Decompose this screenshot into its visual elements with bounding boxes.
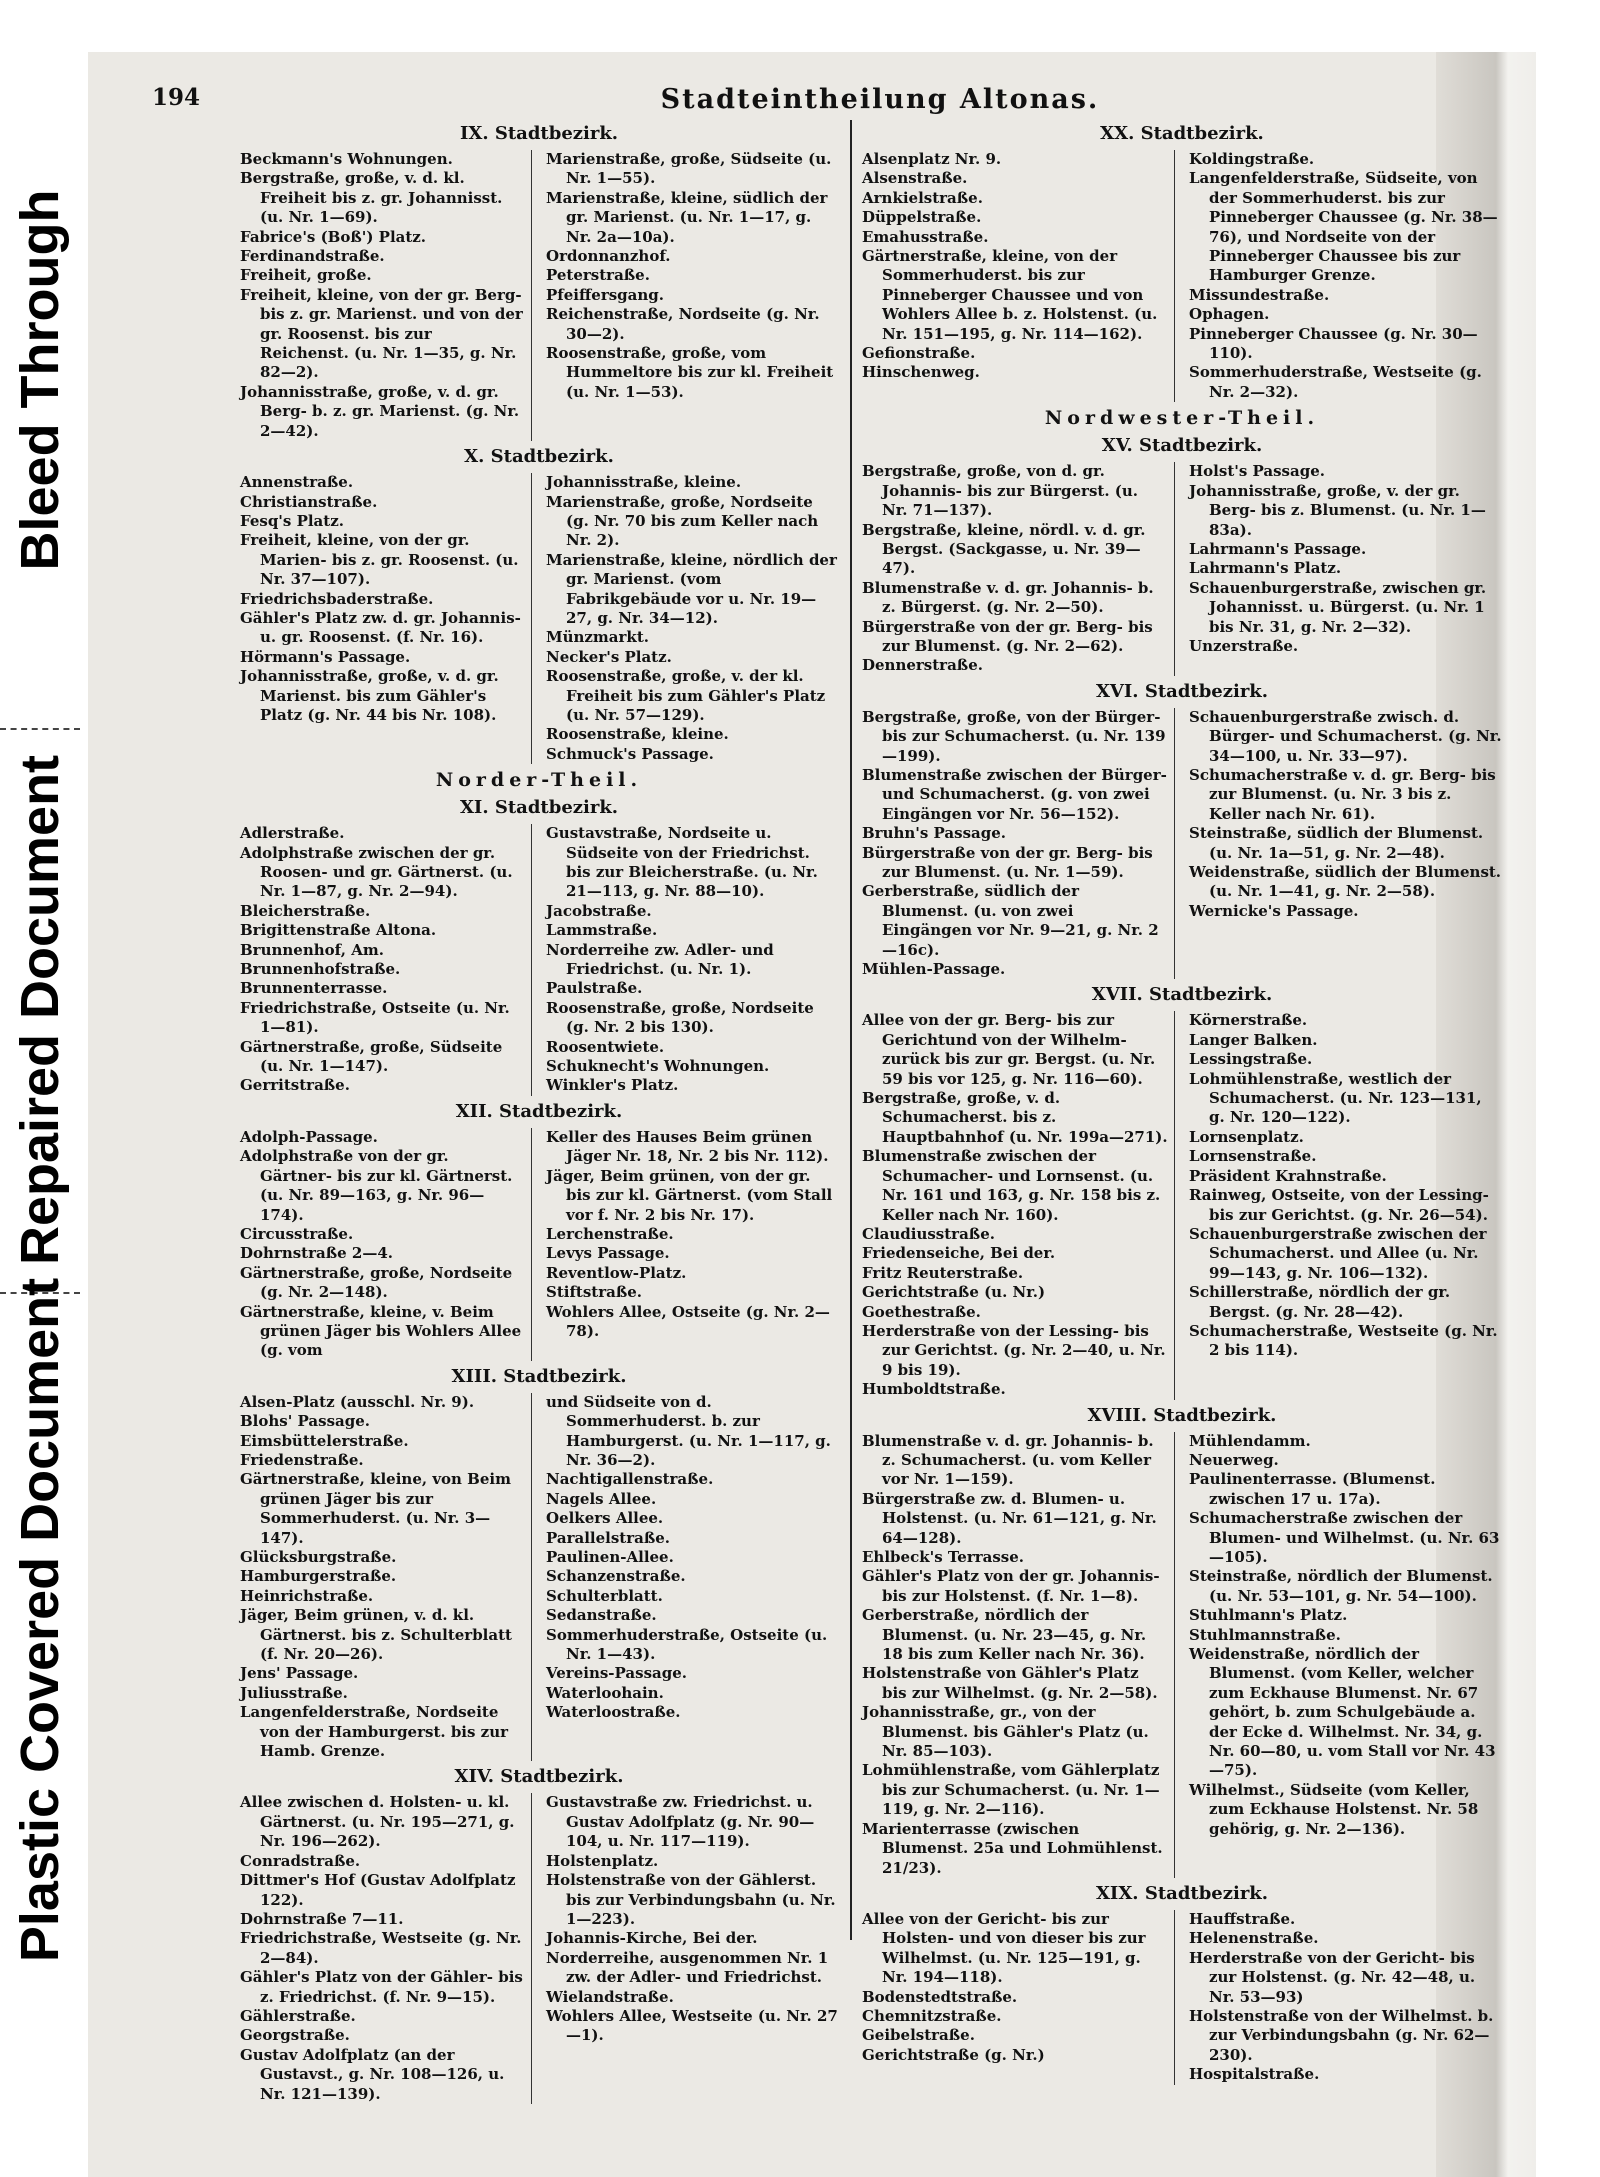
street-entry: Präsident Krahnstraße. [1189, 1166, 1387, 1185]
street-entry: Neuerweg. [1189, 1450, 1279, 1469]
street-subcolumn [546, 1128, 838, 1361]
label-divider [0, 728, 80, 730]
street-list [862, 1910, 1502, 2085]
street-entry: Geibelstraße. [862, 2026, 975, 2045]
street-entry: Hamburgerstraße. [240, 1567, 397, 1586]
street-entry: Allee zwischen d. Holsten- u. kl. Gärtnerst. (u. Nr. 195—271, g. Nr. 196—262). [240, 1793, 515, 1851]
street-entry: Brigittenstraße Altona. [240, 921, 437, 940]
street-entry: Paulstraße. [546, 979, 643, 998]
street-subcolumn [240, 1393, 532, 1762]
street-entry: Freiheit, kleine, von der gr. Marien- bis z. gr. Roosenst. (u. Nr. 37—107). [240, 531, 519, 589]
street-subcolumn [240, 150, 532, 441]
street-entry: Roosentwiete. [546, 1037, 665, 1056]
street-entry: Langer Balken. [1189, 1030, 1318, 1049]
street-entry: Wilhelmst., Südseite (vom Keller, zum Eckhause Holstenst. Nr. 58 gehörig, g. Nr. 2—136). [1189, 1780, 1479, 1838]
street-entry: Blumenstraße v. d. gr. Johannis- b. z. Bürgerst. (g. Nr. 2—50). [862, 578, 1154, 617]
street-subcolumn [862, 1011, 1175, 1399]
right-column [862, 118, 1502, 2085]
street-entry: Norderreihe zw. Adler- und Friedrichst. (u. Nr. 1). [546, 940, 774, 979]
district-heading: XIX. Stadtbezirk. [1095, 1882, 1269, 1904]
street-entry: Jens' Passage. [240, 1664, 359, 1683]
street-list [240, 473, 838, 764]
street-entry: Schmuck's Passage. [546, 744, 714, 763]
street-entry: Bergstraße, große, v. d. kl. Freiheit bis z. gr. Johannisst. (u. Nr. 1—69). [240, 169, 503, 227]
street-entry: Goethestraße. [862, 1302, 981, 1321]
street-entry: Eimsbüttelerstraße. [240, 1431, 409, 1450]
district-heading: XV. Stadtbezirk. [1101, 435, 1263, 457]
street-entry: Gerberstraße, nördlich der Blumenst. (u. Nr. 23—45, g. Nr. 18 bis zum Keller nach Nr. 36). [862, 1606, 1147, 1664]
street-entry: Dittmer's Hof (Gustav Adolfplatz 122). [240, 1871, 516, 1909]
street-entry: Körnerstraße. [1189, 1011, 1308, 1030]
street-entry: Allee von der gr. Berg- bis zur Gerichtund von der Wilhelm- zurück bis zur gr. Bergst. (u. Nr. 59 bis vor 125, g. Nr. 116—60). [862, 1011, 1156, 1088]
street-entry: Emahusstraße. [862, 227, 989, 246]
street-subcolumn [1189, 150, 1502, 402]
street-subcolumn [240, 824, 532, 1096]
street-entry: Stuhlmannstraße. [1189, 1625, 1341, 1644]
street-entry: Adolphstraße von der gr. Gärtner- bis zur kl. Gärtnerst. (u. Nr. 89—163, g. Nr. 96—174). [240, 1147, 513, 1224]
district-heading: IX. Stadtbezirk. [459, 123, 619, 144]
street-subcolumn [546, 824, 838, 1096]
repaired-document-label: Repaired Document [10, 754, 70, 1266]
street-entry: Norderreihe, ausgenommen Nr. 1 zw. der Adler- und Friedrichst. [546, 1948, 829, 1987]
street-entry: Johannisstraße, kleine. [546, 473, 742, 492]
district-heading: XVIII. Stadtbezirk. [1087, 1404, 1277, 1426]
street-entry: Ophagen. [1189, 305, 1270, 324]
street-list [240, 824, 838, 1096]
street-entry: Gustavstraße zw. Friedrichst. u. Gustav Adolfplatz (g. Nr. 90—104, u. Nr. 117—119). [546, 1793, 815, 1851]
street-entry: Holstenstraße von der Gählerst. bis zur Verbindungsbahn (u. Nr. 1—223). [546, 1871, 836, 1928]
street-entry: Ferdinandstraße. [240, 247, 385, 266]
street-entry: Dohrnstraße 2—4. [240, 1244, 393, 1263]
street-entry: Langenfelderstraße, Südseite, von der Sommerhuderst. bis zur Pinneberger Chaussee (g. Nr. 38—76), und Nordseite von der Pinneberger Chaussee bis zur Hamburger Grenze. [1189, 169, 1498, 285]
street-entry: Bürgerstraße zw. d. Blumen- u. Holstenst. (u. Nr. 61—121, g. Nr. 64—128). [862, 1489, 1157, 1547]
street-entry: Steinstraße, nördlich der Blumenst. (u. Nr. 53—101, g. Nr. 54—100). [1189, 1567, 1493, 1605]
street-entry: Schumacherstraße v. d. gr. Berg- bis zur Blumenst. (u. Nr. 3 bis z. Keller nach Nr. 61). [1189, 765, 1496, 823]
street-entry: Arnkielstraße. [862, 188, 983, 207]
district-heading: XVI. Stadtbezirk. [1095, 680, 1269, 702]
street-entry: Parallelstraße. [546, 1528, 671, 1547]
street-subcolumn [1189, 708, 1502, 980]
street-entry: Wielandstraße. [546, 1987, 674, 2006]
street-entry: Gustavstraße, Nordseite u. Südseite von der Friedrichst. bis zur Bleicherstraße. (u. Nr. 21—113, g. Nr. 88—10). [546, 824, 818, 901]
street-entry: Waterloohain. [546, 1683, 664, 1702]
street-subcolumn [546, 473, 838, 764]
street-entry: Lornsenplatz. [1189, 1127, 1304, 1146]
street-entry: Friedrichstraße, Westseite (g. Nr. 2—84). [240, 1929, 522, 1967]
street-entry: Dennerstraße. [862, 656, 983, 675]
street-entry: Paulinenterrasse. (Blumenst. zwischen 17 u. 17a). [1189, 1470, 1436, 1508]
street-entry: Heinrichstraße. [240, 1586, 374, 1605]
district-heading: XIV. Stadtbezirk. [454, 1766, 624, 1788]
street-entry: Georgstraße. [240, 2026, 350, 2045]
street-subcolumn [546, 150, 838, 441]
street-entry: Roosenstraße, große, v. der kl. Freiheit bis zum Gähler's Platz (u. Nr. 57—129). [546, 667, 826, 724]
street-list [240, 1128, 838, 1361]
district-part-heading: Nordwester-Theil. [1044, 407, 1320, 430]
street-entry: Koldingstraße. [1189, 150, 1315, 168]
street-entry: Gerichtstraße (g. Nr.) [862, 2045, 1045, 2064]
street-entry: Blumenstraße v. d. gr. Johannis- b. z. Schumacherst. (u. vom Keller vor Nr. 1—159). [862, 1431, 1154, 1489]
street-entry: Fesq's Platz. [240, 511, 344, 530]
street-entry: Holstenstraße von Gähler's Platz bis zur Wilhelmst. (g. Nr. 2—58). [862, 1664, 1158, 1702]
street-entry: Ehlbeck's Terrasse. [862, 1548, 1025, 1566]
street-entry: Münzmarkt. [546, 628, 649, 647]
street-entry: Glücksburgstraße. [240, 1548, 397, 1566]
street-entry: Sedanstraße. [546, 1606, 657, 1625]
street-subcolumn [1189, 1432, 1502, 1878]
street-subcolumn [862, 462, 1175, 675]
street-entry: Weidenstraße, südlich der Blumenst. (u. Nr. 1—41, g. Nr. 2—58). [1189, 863, 1502, 901]
street-entry: Schauenburgerstraße, zwischen gr. Johannisst. u. Bürgerst. (u. Nr. 1 bis Nr. 31, g. Nr. 2—32). [1189, 578, 1487, 636]
street-entry: Beckmann's Wohnungen. [240, 150, 453, 168]
street-entry: Freiheit, große. [240, 266, 372, 285]
street-entry: Claudiusstraße. [862, 1224, 995, 1243]
street-entry: Herderstraße von der Lessing- bis zur Gerichtst. (g. Nr. 2—40, u. Nr. 9 bis 19). [862, 1321, 1166, 1379]
street-entry: Gefionstraße. [862, 344, 976, 363]
district-heading: XVII. Stadtbezirk. [1091, 984, 1273, 1006]
district-heading: XX. Stadtbezirk. [1100, 123, 1264, 144]
street-entry: Jäger, Beim grünen, von der gr. bis zur kl. Gärtnerst. (vom Stall vor f. Nr. 2 bis Nr. 17). [546, 1166, 833, 1224]
street-entry: Roosenstraße, große, Nordseite (g. Nr. 2 bis 130). [546, 998, 814, 1037]
street-entry: Lohmühlenstraße, vom Gählerplatz bis zur Schumacherst. (u. Nr. 1—119, g. Nr. 2—116). [862, 1761, 1160, 1819]
street-entry: Bergstraße, große, von d. gr. Johannis- bis zur Bürgerst. (u. Nr. 71—137). [862, 462, 1138, 520]
street-entry: Conradstraße. [240, 1851, 361, 1870]
street-entry: Pinneberger Chaussee (g. Nr. 30—110). [1189, 324, 1478, 363]
street-entry: Schanzenstraße. [546, 1567, 686, 1586]
street-entry: Adolphstraße zwischen der gr. Roosen- und gr. Gärtnerst. (u. Nr. 1—87, g. Nr. 2—94). [240, 843, 513, 901]
street-entry: Bruhn's Passage. [862, 824, 1007, 843]
street-entry: Herderstraße von der Gericht- bis zur Holstenst. (g. Nr. 42—48, u. Nr. 53—93) [1189, 1948, 1476, 2006]
street-entry: Chemnitzstraße. [862, 2006, 1002, 2025]
street-entry: Sommerhuderstraße, Ostseite (u. Nr. 1—43). [546, 1625, 828, 1664]
street-entry: Reventlow-Platz. [546, 1263, 687, 1282]
district-part-heading: Norder-Theil. [435, 769, 643, 792]
street-entry: Alsenplatz Nr. 9. [862, 150, 1002, 168]
street-entry: Dohrnstraße 7—11. [240, 1909, 404, 1928]
street-entry: Hörmann's Passage. [240, 647, 411, 666]
street-entry: Mühlen-Passage. [862, 960, 1006, 979]
street-entry: Bergstraße, große, von der Bürger- bis zur Schumacherst. (u. Nr. 139—199). [862, 707, 1166, 765]
street-entry: Gähler's Platz zw. d. gr. Johannis- u. gr. Roosenst. (f. Nr. 16). [240, 608, 521, 647]
street-entry: Johannisstraße, große, v. der gr. Berg- bis z. Blumenst. (u. Nr. 1—83a). [1189, 481, 1486, 539]
street-entry: Alsen-Platz (ausschl. Nr. 9). [240, 1392, 475, 1411]
street-entry: Bürgerstraße von der gr. Berg- bis zur Blumenst. (g. Nr. 2—62). [862, 617, 1153, 655]
street-entry: Lahrmann's Passage. [1189, 539, 1367, 558]
street-entry: Langenfelderstraße, Nordseite von der Hamburgerst. bis zur Hamb. Grenze. [240, 1703, 508, 1761]
street-entry: Brunnenhofstraße. [240, 960, 401, 979]
page-title: Stadteintheilung Altonas. [660, 84, 1100, 115]
street-entry: Gärtnerstraße, kleine, von der Sommerhuderst. bis zur Pinneberger Chaussee und von Wohlers Allee b. z. Holstenst. (u. Nr. 151—195, g. Nr. 114—162). [862, 247, 1158, 343]
street-list [862, 462, 1502, 675]
street-entry: Pfeiffersgang. [546, 285, 665, 304]
street-entry: Gärtnerstraße, große, Südseite (u. Nr. 1—147). [240, 1037, 503, 1076]
street-entry: Nachtigallenstraße. [546, 1470, 714, 1489]
street-entry: Waterloostraße. [546, 1703, 681, 1722]
street-entry: Rainweg, Ostseite, von der Lessing- bis zur Gerichtst. (g. Nr. 26—54). [1189, 1186, 1489, 1224]
street-entry: Fabrice's (Boß') Platz. [240, 227, 427, 246]
street-entry: Friedrichsbaderstraße. [240, 589, 434, 608]
street-list [240, 1393, 838, 1762]
street-entry: Gustav Adolfplatz (an der Gustavst., g. Nr. 108—126, u. Nr. 121—139). [240, 2045, 505, 2103]
street-entry: Bodenstedtstraße. [862, 1987, 1018, 2006]
street-entry: Hospitalstraße. [1189, 2065, 1320, 2084]
street-entry: Jacobstraße. [546, 901, 652, 920]
street-entry: und Südseite von d. Sommerhuderst. b. zur Hamburgerst. (u. Nr. 1—117, g. Nr. 36—2). [546, 1392, 831, 1469]
street-entry: Gählerstraße. [240, 2006, 356, 2025]
street-entry: Lornsenstraße. [1189, 1147, 1317, 1166]
street-entry: Marienstraße, große, Nordseite (g. Nr. 70 bis zum Keller nach Nr. 2). [546, 492, 819, 550]
street-entry: Alsenstraße. [862, 169, 968, 188]
street-entry: Brunnenhof, Am. [240, 940, 384, 959]
street-entry: Schumacherstraße zwischen der Blumen- und Wilhelmst. (u. Nr. 63—105). [1189, 1509, 1500, 1566]
street-entry: Johannisstraße, große, v. d. gr. Marienst. bis zum Gähler's Platz (g. Nr. 44 bis Nr. 108). [240, 667, 499, 724]
street-entry: Vereins-Passage. [546, 1664, 687, 1683]
street-subcolumn [862, 150, 1175, 402]
street-subcolumn [546, 1393, 838, 1762]
street-entry: Peterstraße. [546, 266, 650, 285]
street-entry: Friedrichstraße, Ostseite (u. Nr. 1—81). [240, 998, 510, 1037]
street-entry: Schauenburgerstraße zwischen der Schumacherst. und Allee (u. Nr. 99—143, g. Nr. 106—132). [1189, 1224, 1487, 1282]
street-entry: Circusstraße. [240, 1224, 354, 1243]
street-list [862, 1432, 1502, 1878]
street-entry: Schumacherstraße, Westseite (g. Nr. 2 bis 114). [1189, 1321, 1498, 1360]
street-entry: Unzerstraße. [1189, 636, 1299, 655]
street-entry: Allee von der Gericht- bis zur Holsten- und von dieser bis zur Wilhelmst. (u. Nr. 125—191, g. Nr. 194—118). [862, 1909, 1146, 1987]
street-list [862, 708, 1502, 980]
street-entry: Mühlendamm. [1189, 1431, 1311, 1450]
street-entry: Bergstraße, kleine, nördl. v. d. gr. Bergst. (Sackgasse, u. Nr. 39—47). [862, 520, 1146, 578]
street-entry: Marienstraße, kleine, nördlich der gr. Marienst. (vom Fabrikgebäude vor u. Nr. 19—27, g. Nr. 34—12). [546, 550, 837, 627]
street-entry: Johannis-Kirche, Bei der. [546, 1929, 758, 1948]
district-heading: XII. Stadtbezirk. [455, 1100, 623, 1122]
street-entry: Nagels Allee. [546, 1489, 657, 1508]
street-entry: Holst's Passage. [1189, 462, 1325, 481]
street-subcolumn [1189, 1910, 1502, 2085]
street-subcolumn [862, 708, 1175, 980]
bleed-through-label: Bleed Through [10, 189, 70, 571]
street-entry: Schauenburgerstraße zwisch. d. Bürger- und Schumacherst. (g. Nr. 34—100, u. Nr. 33—97). [1189, 707, 1502, 765]
street-entry: Blohs' Passage. [240, 1412, 371, 1431]
street-list [240, 1793, 838, 2104]
street-entry: Schillerstraße, nördlich der gr. Bergst. (g. Nr. 28—42). [1189, 1283, 1451, 1321]
street-entry: Blumenstraße zwischen der Schumacher- und Lornsenst. (u. Nr. 161 und 163, g. Nr. 158 bis z. Keller nach Nr. 160). [862, 1147, 1161, 1224]
street-entry: Sommerhuderstraße, Westseite (g. Nr. 2—32). [1189, 363, 1482, 401]
street-entry: Marienterrasse (zwischen Blumenst. 25a und Lohmühlenst. 21/23). [862, 1819, 1163, 1877]
street-entry: Roosenstraße, kleine. [546, 725, 729, 744]
street-entry: Bergstraße, große, v. d. Schumacherst. bis z. Hauptbahnhof (u. Nr. 199a—271). [862, 1089, 1168, 1146]
street-entry: Lerchenstraße. [546, 1224, 674, 1243]
street-entry: Keller des Hauses Beim grünen Jäger Nr. 18, Nr. 2 bis Nr. 112). [546, 1127, 829, 1166]
street-entry: Marienstraße, kleine, südlich der gr. Marienst. (u. Nr. 1—17, g. Nr. 2a—10a). [546, 188, 828, 246]
street-entry: Marienstraße, große, Südseite (u. Nr. 1—55). [546, 150, 832, 188]
district-heading: XI. Stadtbezirk. [459, 797, 619, 819]
street-entry: Gärtnerstraße, kleine, v. Beim grünen Jäger bis Wohlers Allee (g. vom [240, 1302, 522, 1360]
street-entry: Wernicke's Passage. [1189, 901, 1359, 920]
street-entry: Lammstraße. [546, 921, 658, 940]
page-number: 194 [152, 84, 201, 111]
street-entry: Reichenstraße, Nordseite (g. Nr. 30—2). [546, 305, 820, 343]
street-entry: Christianstraße. [240, 492, 378, 511]
district-heading: XIII. Stadtbezirk. [451, 1365, 627, 1387]
street-entry: Brunnenterrasse. [240, 979, 388, 998]
street-entry: Freiheit, kleine, von der gr. Berg- bis z. gr. Marienst. und von der gr. Roosenst. bis zur Reichenst. (u. Nr. 1—35, g. Nr. 82—2). [240, 285, 523, 382]
street-entry: Adlerstraße. [240, 824, 345, 843]
street-entry: Weidenstraße, nördlich der Blumenst. (vom Keller, welcher zum Eckhause Blumenst. Nr. 67 gehört, b. zum Schulgebäude a. der Ecke d. Wilhelmst. Nr. 34, g. Nr. 60—80, u. vom Stall vor Nr. 43—75). [1189, 1645, 1496, 1780]
street-entry: Hauffstraße. [1189, 1909, 1296, 1928]
street-subcolumn [240, 1793, 532, 2104]
street-entry: Oelkers Allee. [546, 1509, 664, 1528]
street-entry: Blumenstraße zwischen der Bürger- und Schumacherst. (g. von zwei Eingängen vor Nr. 56—152). [862, 765, 1167, 823]
street-subcolumn [240, 1128, 532, 1361]
street-entry: Schuknecht's Wohnungen. [546, 1057, 770, 1076]
street-entry: Bürgerstraße von der gr. Berg- bis zur Blumenst. (u. Nr. 1—59). [862, 843, 1153, 881]
street-entry: Friedenseiche, Bei der. [862, 1244, 1056, 1263]
street-entry: Friedenstraße. [240, 1450, 364, 1469]
street-entry: Bleicherstraße. [240, 901, 371, 920]
street-entry: Holstenstraße von der Wilhelmst. b. zur Verbindungsbahn (g. Nr. 62—230). [1189, 2006, 1494, 2064]
street-entry: Stiftstraße. [546, 1283, 642, 1302]
street-entry: Ordonnanzhof. [546, 247, 671, 266]
street-entry: Levys Passage. [546, 1244, 670, 1263]
street-entry: Helenenstraße. [1189, 1929, 1319, 1948]
street-entry: Fritz Reuterstraße. [862, 1263, 1024, 1282]
street-entry: Wohlers Allee, Westseite (u. Nr. 27—1). [546, 2006, 838, 2045]
street-entry: Juliusstraße. [240, 1683, 348, 1702]
street-entry: Stuhlmann's Platz. [1189, 1606, 1348, 1625]
street-subcolumn [546, 1793, 838, 2104]
street-entry: Annenstraße. [240, 473, 354, 492]
street-entry: Johannisstraße, gr., von der Blumenst. bis Gähler's Platz (u. Nr. 85—103). [862, 1703, 1149, 1761]
street-entry: Lahrmann's Platz. [1189, 559, 1342, 578]
street-entry: Humboldtstraße. [862, 1380, 1006, 1399]
street-entry: Jäger, Beim grünen, v. d. kl. Gärtnerst. bis z. Schulterblatt (f. Nr. 20—26). [240, 1606, 512, 1664]
street-entry: Gerichtstraße (u. Nr.) [862, 1283, 1046, 1302]
street-list [862, 1011, 1502, 1399]
street-entry: Gerberstraße, südlich der Blumenst. (u. von zwei Eingängen vor Nr. 9—21, g. Nr. 2—16c). [862, 882, 1159, 959]
street-list [240, 150, 838, 441]
left-column [240, 118, 838, 2104]
street-entry: Paulinen-Allee. [546, 1548, 674, 1566]
street-entry: Hinschenweg. [862, 363, 980, 382]
street-entry: Steinstraße, südlich der Blumenst. (u. Nr. 1a—51, g. Nr. 2—48). [1189, 824, 1484, 862]
street-subcolumn [240, 473, 532, 764]
street-entry: Schulterblatt. [546, 1586, 663, 1605]
street-subcolumn [862, 1432, 1175, 1878]
label-sidebar [0, 0, 80, 2177]
street-subcolumn [1189, 462, 1502, 675]
street-entry: Gärtnerstraße, große, Nordseite (g. Nr. 2—148). [240, 1263, 513, 1302]
street-list [862, 150, 1502, 402]
street-entry: Holstenplatz. [546, 1851, 659, 1870]
street-entry: Wohlers Allee, Ostseite (g. Nr. 2—78). [546, 1302, 830, 1340]
street-entry: Düppelstraße. [862, 208, 982, 227]
column-divider [850, 120, 852, 1940]
street-entry: Winkler's Platz. [546, 1076, 679, 1095]
street-subcolumn [862, 1910, 1175, 2085]
street-subcolumn [1189, 1011, 1502, 1399]
plastic-covered-label: Plastic Covered Document [10, 1277, 70, 1963]
street-entry: Gähler's Platz von der gr. Johannis- bis zur Holstenst. (f. Nr. 1—8). [862, 1567, 1160, 1605]
district-heading: X. Stadtbezirk. [464, 446, 614, 468]
street-entry: Roosenstraße, große, vom Hummeltore bis zur kl. Freiheit (u. Nr. 1—53). [546, 344, 834, 401]
street-entry: Adolph-Passage. [240, 1127, 378, 1146]
street-entry: Missundestraße. [1189, 285, 1330, 304]
street-entry: Lohmühlenstraße, westlich der Schumacherst. (u. Nr. 123—131, g. Nr. 120—122). [1189, 1069, 1482, 1127]
street-entry: Gähler's Platz von der Gähler- bis z. Friedrichst. (f. Nr. 9—15). [240, 1968, 523, 2006]
street-entry: Gärtnerstraße, kleine, von Beim grünen Jäger bis zur Sommerhuderst. (u. Nr. 3—147). [240, 1470, 511, 1547]
street-entry: Johannisstraße, große, v. d. gr. Berg- b. z. gr. Marienst. (g. Nr. 2—42). [240, 382, 520, 440]
street-entry: Gerritstraße. [240, 1076, 350, 1095]
street-entry: Necker's Platz. [546, 647, 672, 666]
street-entry: Lessingstraße. [1189, 1050, 1313, 1069]
